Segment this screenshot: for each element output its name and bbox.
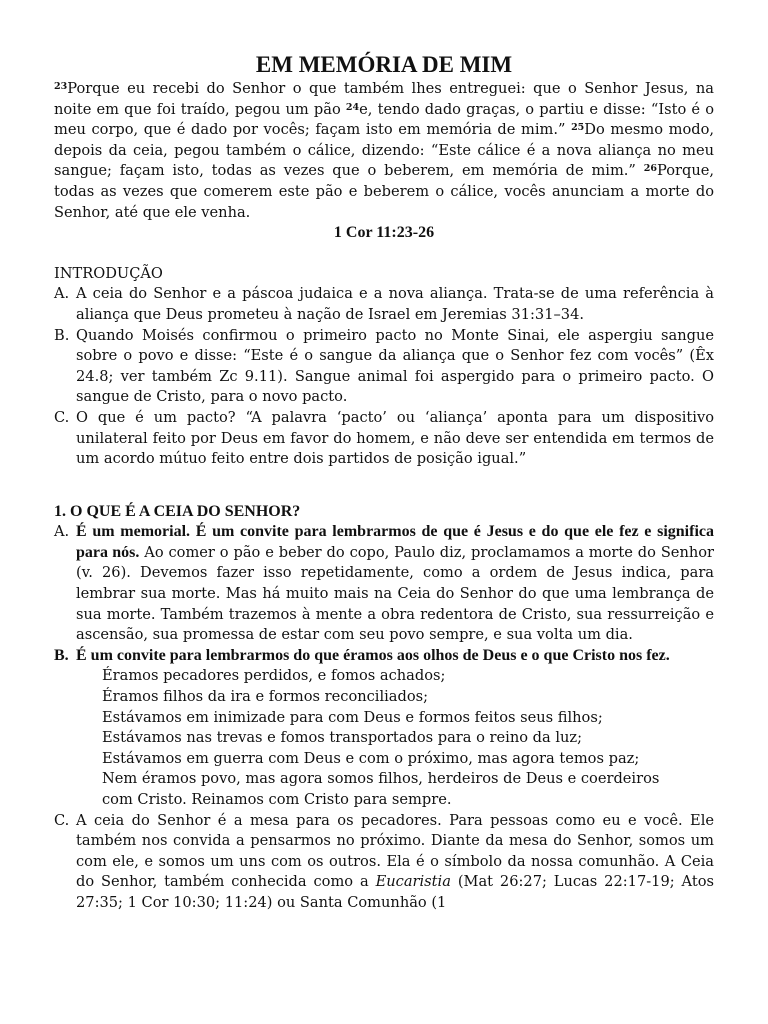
list-item: Éramos filhos da ira e formos reconciliados; — [102, 688, 429, 706]
list-item-text: O que é um pacto? “A palavra ‘pacto’ ou ‘aliança’ aponta para um dispositivo unilateral feito por Deus em favor do homem, e não deve ser entendida em termos de um acordo mútuo feito entre dois partidos de posição igual.” — [76, 408, 714, 468]
list-item: Estávamos nas trevas e fomos transportados para o reino da luz; — [102, 729, 582, 747]
intro-item — [54, 408, 714, 470]
list-item: Estávamos em inimizade para com Deus e formos feitos seus filhos; — [102, 708, 603, 726]
verse-number: 25 — [571, 122, 585, 134]
section-item — [54, 811, 714, 914]
intro-item — [54, 326, 714, 408]
scripture-reference: 1 Cor 11:23-26 — [333, 224, 435, 242]
list-item: Éramos pecadores perdidos, e fomos achados; — [102, 667, 446, 685]
list-marker: A. — [54, 523, 70, 541]
item-body: (Mat 26:27; Lucas 22:17-19; Atos 27:35; 1 Cor 10:30; 11:24) ou Santa Comunhão (1 — [76, 873, 714, 911]
list-item: Nem éramos povo, mas agora somos filhos, herdeiros de Deus e coerdeiros — [102, 770, 660, 788]
passage-text: Porque eu recebi do Senhor o que também lhes entreguei: que o Senhor Jesus, na noite em que foi traído, pegou um pão — [54, 80, 714, 118]
passage-text: Porque, todas as vezes que comerem este pão e beberem o cálice, vocês anunciam a morte do Senhor, até que ele venha. — [54, 162, 714, 221]
list-marker: B. — [54, 646, 69, 664]
section-heading: 1. O QUE É A CEIA DO SENHOR? — [54, 502, 301, 520]
list-marker: C. — [54, 408, 70, 426]
intro-item — [54, 284, 714, 325]
verse-number: 24 — [345, 101, 360, 113]
list-item-text: Quando Moisés confirmou o primeiro pacto no Monte Sinai, ele aspergiu sangue sobre o povo e disse: “Este é o sangue da aliança que o Senhor fez com vocês” (Êx 24.8; ver também Zc 9.11). Sangue animal foi aspergido para o primeiro pacto. O sangue de Cristo, para o novo pacto. — [76, 326, 714, 406]
passage-text: e, tendo dado graças, o partiu e disse: “Isto é o meu corpo, que é dado por vocês; façam isto em memória de mim.” — [54, 100, 714, 139]
item-body: Ao comer o pão e beber do copo, Paulo diz, proclamamos a morte do Senhor (v. 26). Devemos fazer isso repetidamente, como a ordem de Jesus indica, para lembrar sua morte. Mas há muito mais na Ceia do Senhor do que uma lembrança de sua morte. Também trazemos à mente a obra redentora de Cristo, sua ressurreição e ascensão, sua promessa de estar com seu povo sempre, e sua volta um dia. — [76, 543, 715, 644]
section-item — [54, 646, 714, 667]
intro-heading: INTRODUÇÃO — [54, 264, 163, 282]
list-item: Estávamos em guerra com Deus e com o próximo, mas agora temos paz; — [102, 749, 640, 767]
remembrance-list — [102, 666, 714, 810]
item-lead-bold: É um convite para lembrarmos do que éramos aos olhos de Deus e o que Cristo nos fez. — [76, 646, 670, 664]
list-marker: B. — [54, 326, 70, 344]
section-item — [54, 522, 714, 646]
item-body: A ceia do Senhor é a mesa para os pecadores. Para pessoas como eu e você. Ele também nos convida a pensarmos no próximo. Diante da mesa do Senhor, somos um com ele, e somos um uns com os outros. Ela é o símbolo da nossa comunhão. A Ceia do Senhor, também conhecida como a — [76, 811, 714, 891]
list-marker: C. — [54, 811, 70, 829]
list-item-text: A ceia do Senhor e a páscoa judaica e a nova aliança. Trata-se de uma referência à aliança que Deus prometeu à nação de Israel em Jeremias 31:31–34. — [76, 285, 714, 323]
list-marker: A. — [54, 285, 70, 303]
scripture-passage — [54, 79, 714, 223]
list-item: com Cristo. Reinamos com Cristo para sempre. — [102, 791, 452, 808]
page-title: EM MEMÓRIA DE MIM — [255, 52, 513, 77]
item-italic: Eucaristia — [375, 873, 451, 891]
list-item-text — [76, 522, 714, 646]
item-lead-bold: É um memorial. É um convite para lembrarmos de que é Jesus e do que ele fez e significa para nós. — [76, 523, 714, 561]
verse-number: 26 — [643, 163, 657, 175]
verse-number: 23 — [54, 81, 68, 92]
passage-text: Do mesmo modo, depois da ceia, pegou também o cálice, dizendo: “Este cálice é a nova aliança no meu sangue; façam isto, todas as vezes que o beberem, em memória de mim.” — [54, 121, 714, 180]
list-item-text — [76, 811, 714, 914]
